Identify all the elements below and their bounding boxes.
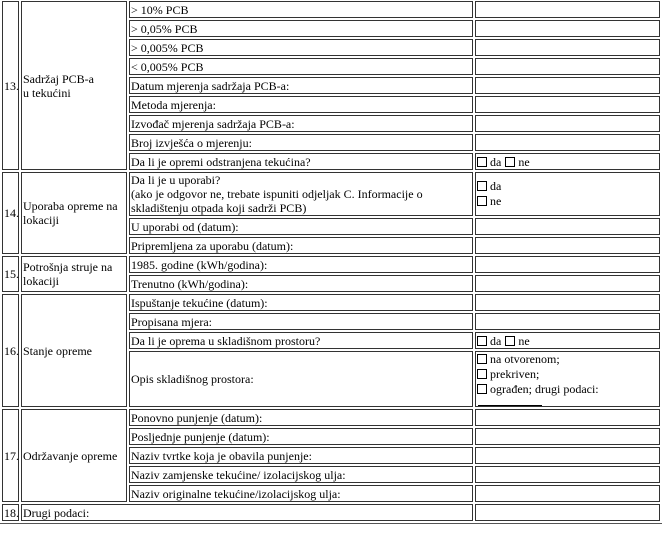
- field-value[interactable]: [475, 218, 660, 235]
- section-number: 15.: [2, 256, 19, 292]
- yes-label: da: [490, 333, 502, 348]
- field-value[interactable]: [475, 1, 660, 18]
- checkbox-covered[interactable]: [477, 369, 487, 379]
- yes-no-choice: [475, 153, 660, 170]
- field-label: > 0,05% PCB: [129, 20, 473, 37]
- field-value[interactable]: [475, 20, 660, 37]
- field-value[interactable]: [475, 77, 660, 94]
- field-label: U uporabi od (datum):: [129, 218, 473, 235]
- field-value[interactable]: [475, 447, 660, 464]
- field-value[interactable]: [475, 96, 660, 113]
- checkbox-no[interactable]: [505, 336, 515, 346]
- yes-no-choice: [475, 172, 660, 216]
- field-value[interactable]: [475, 428, 660, 445]
- yes-label: da: [490, 179, 502, 193]
- field-label: Izvođač mjerenja sadržaja PCB-a:: [129, 115, 473, 132]
- field-label: Naziv originalne tekućine/izolacijskog ulja:: [129, 485, 473, 502]
- option-label: prekriven;: [490, 367, 540, 381]
- field-label: Posljednje punjenje (datum):: [129, 428, 473, 445]
- section-number: 17.: [2, 409, 19, 502]
- field-label: Datum mjerenja sadržaja PCB-a:: [129, 77, 473, 94]
- field-label: Metoda mjerenja:: [129, 96, 473, 113]
- option-label: ograđen; drugi podaci:: [490, 382, 599, 396]
- other-info-blank-line[interactable]: [478, 397, 542, 406]
- field-label: 1985. godine (kWh/godina):: [129, 256, 473, 273]
- field-label: Da li je oprema u skladišnom prostoru?: [129, 332, 473, 349]
- field-label: > 10% PCB: [129, 1, 473, 18]
- section-title: Uporaba opreme na lokaciji: [21, 172, 127, 254]
- field-value[interactable]: [475, 466, 660, 483]
- field-label: [129, 172, 473, 216]
- field-label: Drugi podaci:: [21, 504, 473, 521]
- question-note: (ako je odgovor ne, trebate ispuniti odjeljak C. Informacije o skladištenju otpada koji sadrži PCB): [131, 187, 423, 215]
- field-label: Trenutno (kWh/godina):: [129, 275, 473, 292]
- checkbox-no[interactable]: [505, 157, 515, 167]
- field-value[interactable]: [475, 256, 660, 273]
- section-number: 13.: [2, 1, 19, 170]
- no-label: ne: [490, 194, 502, 208]
- field-value[interactable]: [475, 409, 660, 426]
- section-title-line: u tekućini: [23, 85, 71, 100]
- field-label: Naziv tvrtke koja je obavila punjenje:: [129, 447, 473, 464]
- field-label: Ispuštanje tekućine (datum):: [129, 294, 473, 311]
- field-label: < 0,005% PCB: [129, 58, 473, 75]
- section-title: Potrošnja struje na lokaciji: [21, 256, 127, 292]
- field-label: Pripremljena za uporabu (datum):: [129, 237, 473, 254]
- checkbox-yes[interactable]: [477, 157, 487, 167]
- field-label: Broj izvješća o mjerenju:: [129, 134, 473, 151]
- checkbox-open-air[interactable]: [477, 354, 487, 364]
- field-value[interactable]: [475, 485, 660, 502]
- section-title-line: Sadržaj PCB-a: [23, 71, 94, 86]
- field-label: Naziv zamjenske tekućine/ izolacijskog ulja:: [129, 466, 473, 483]
- field-label: Propisana mjera:: [129, 313, 473, 330]
- section-number: 16.: [2, 294, 19, 407]
- checkbox-yes[interactable]: [477, 181, 487, 191]
- option-label: na otvorenom;: [490, 352, 560, 366]
- field-value[interactable]: [475, 237, 660, 254]
- field-label: Opis skladišnog prostora:: [129, 351, 473, 407]
- field-value[interactable]: [475, 504, 660, 521]
- no-label: ne: [518, 333, 530, 348]
- checkbox-yes[interactable]: [477, 336, 487, 346]
- checkbox-no[interactable]: [477, 196, 487, 206]
- yes-no-choice: [475, 332, 660, 349]
- yes-label: da: [490, 154, 502, 169]
- field-value[interactable]: [475, 58, 660, 75]
- field-label: Ponovno punjenje (datum):: [129, 409, 473, 426]
- field-value[interactable]: [475, 275, 660, 292]
- field-label: > 0,005% PCB: [129, 39, 473, 56]
- storage-options: [475, 351, 660, 407]
- section-title: Stanje opreme: [21, 294, 127, 407]
- checkbox-fenced[interactable]: [477, 384, 487, 394]
- field-value[interactable]: [475, 39, 660, 56]
- field-label: Da li je opremi odstranjena tekućina?: [129, 153, 473, 170]
- field-value[interactable]: [475, 134, 660, 151]
- field-value[interactable]: [475, 115, 660, 132]
- field-value[interactable]: [475, 313, 660, 330]
- field-value[interactable]: [475, 294, 660, 311]
- section-title: [21, 1, 127, 170]
- question-text: Da li je u uporabi?: [131, 173, 221, 187]
- section-title: Održavanje opreme: [21, 409, 127, 502]
- section-number: 14.: [2, 172, 19, 254]
- no-label: ne: [518, 154, 530, 169]
- section-number: 18.: [4, 505, 19, 520]
